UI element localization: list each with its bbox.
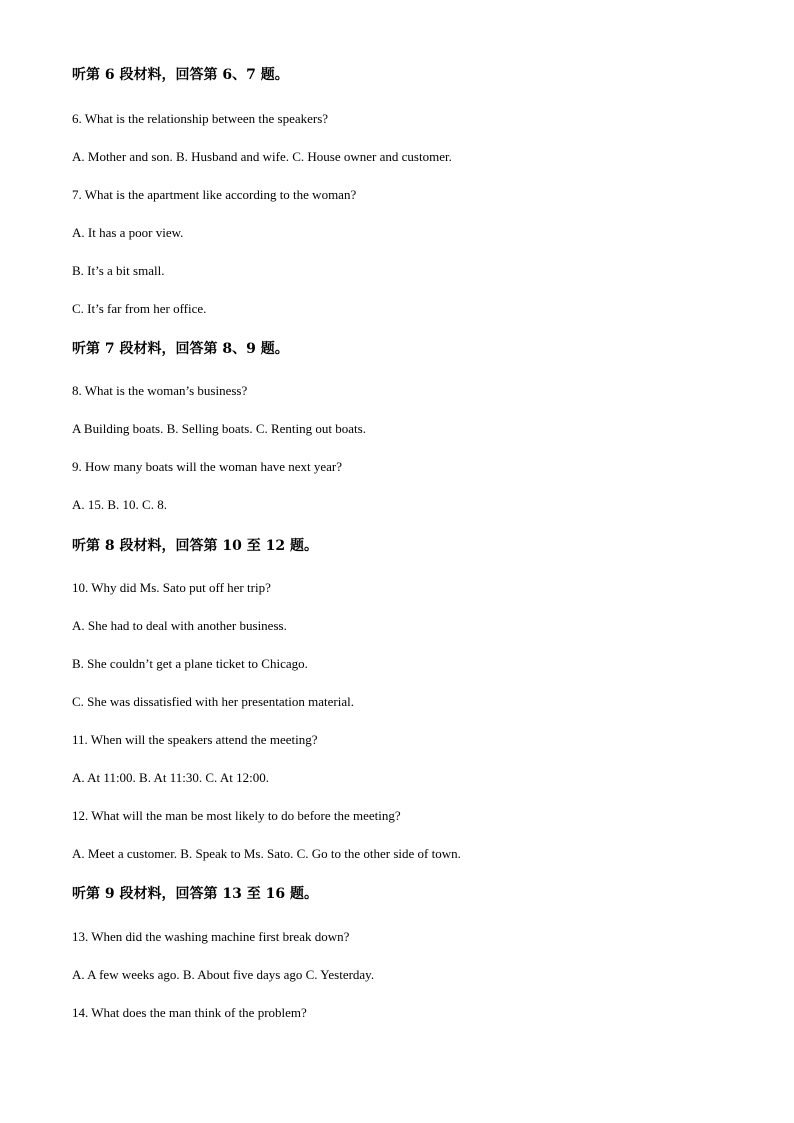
option-7b: B. It’s a bit small. <box>72 263 165 278</box>
options-9: A. 15. B. 10. C. 8. <box>72 497 167 512</box>
question-7: 7. What is the apartment like according to the woman? <box>72 187 357 202</box>
question-11: 11. When will the speakers attend the meeting? <box>72 732 318 747</box>
section-heading-8: 听第 8 段材料，回答第 10 至 12 题。 <box>72 538 318 554</box>
section-heading-6: 听第 6 段材料，回答第 6、7 题。 <box>72 67 289 83</box>
question-13: 13. When did the washing machine first break down? <box>72 929 350 944</box>
options-12: A. Meet a customer. B. Speak to Ms. Sato. C. Go to the other side of town. <box>72 846 461 861</box>
question-14: 14. What does the man think of the problem? <box>72 1005 307 1020</box>
question-12: 12. What will the man be most likely to do before the meeting? <box>72 808 401 823</box>
option-7c: C. It’s far from her office. <box>72 301 207 316</box>
question-8: 8. What is the woman’s business? <box>72 383 248 398</box>
options-6: A. Mother and son. B. Husband and wife. C. House owner and customer. <box>72 149 452 164</box>
question-10: 10. Why did Ms. Sato put off her trip? <box>72 580 271 595</box>
question-9: 9. How many boats will the woman have next year? <box>72 459 343 474</box>
option-10a: A. She had to deal with another business. <box>72 618 287 633</box>
options-8: A Building boats. B. Selling boats. C. Renting out boats. <box>72 421 366 436</box>
options-11: A. At 11:00. B. At 11:30. C. At 12:00. <box>72 770 269 785</box>
question-6: 6. What is the relationship between the speakers? <box>72 111 329 126</box>
options-13: A. A few weeks ago. B. About five days ago C. Yesterday. <box>72 967 375 982</box>
option-7a: A. It has a poor view. <box>72 225 184 240</box>
section-heading-7: 听第 7 段材料，回答第 8、9 题。 <box>72 341 289 357</box>
section-heading-9: 听第 9 段材料，回答第 13 至 16 题。 <box>72 886 318 902</box>
option-10b: B. She couldn’t get a plane ticket to Chicago. <box>72 656 308 671</box>
option-10c: C. She was dissatisfied with her presentation material. <box>72 694 354 709</box>
